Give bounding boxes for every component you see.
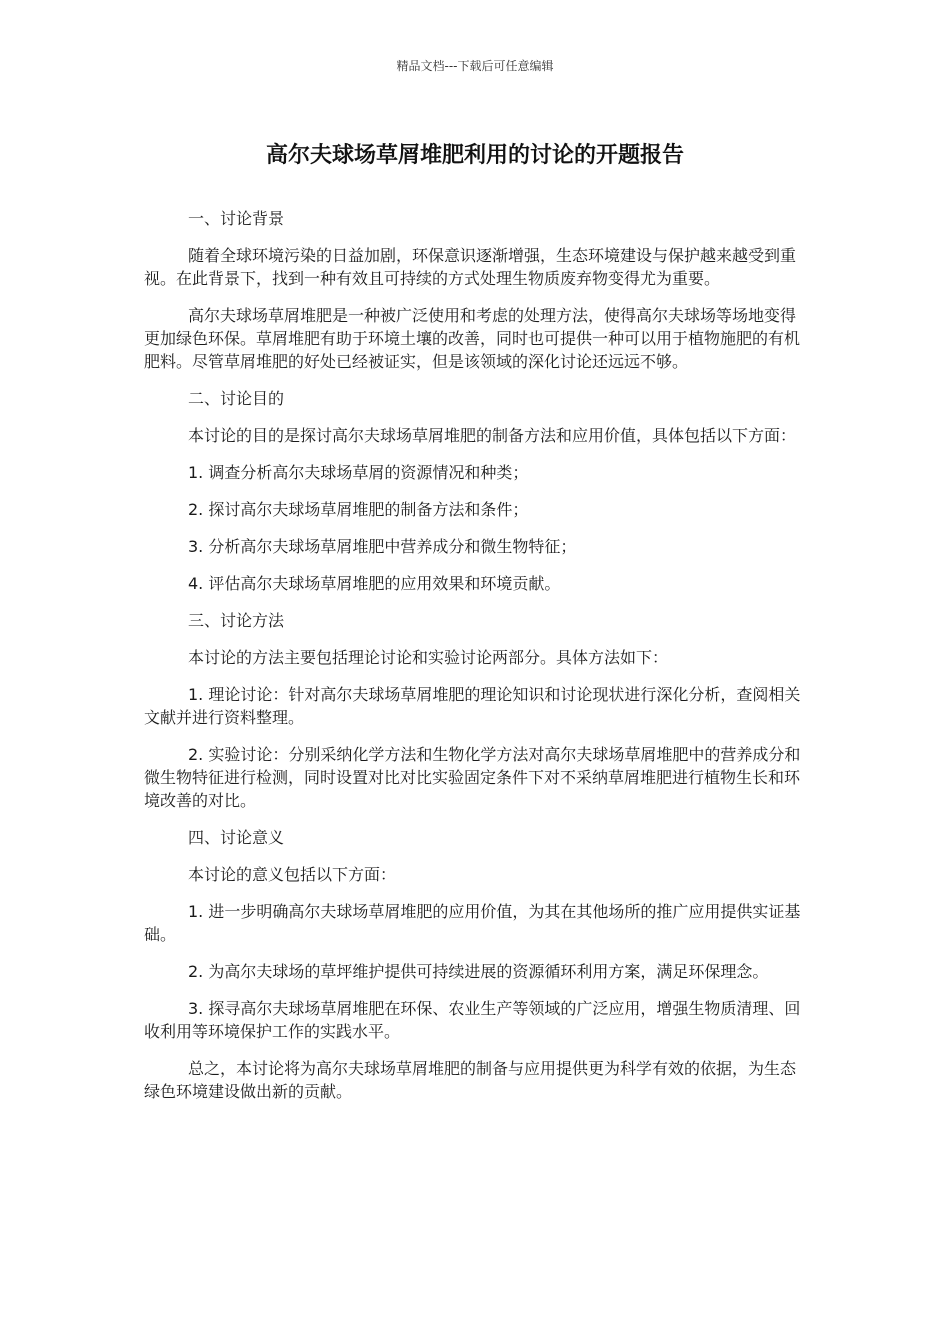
section-heading-background: 一、讨论背景 [188,209,285,228]
paragraph: 本讨论的目的是探讨高尔夫球场草屑堆肥的制备方法和应用价值，具体包括以下方面： [188,426,797,445]
list-item: 1. 调查分析高尔夫球场草屑的资源情况和种类； [188,463,529,482]
document-title: 高尔夫球场草屑堆肥利用的讨论的开题报告 [265,143,684,168]
list-item: 3. 分析高尔夫球场草屑堆肥中营养成分和微生物特征； [188,537,577,556]
paragraph: 高尔夫球场草屑堆肥是一种被广泛使用和考虑的处理方法，使得高尔夫球场等场地变得更加绿色环保。草屑堆肥有助于环境土壤的改善，同时也可提供一种可以用于植物施肥的有机肥料。尽管草屑堆肥的好处已经被证实，但是该领域的深化讨论还远远不够。 [144,306,801,371]
paragraph: 本讨论的方法主要包括理论讨论和实验讨论两部分。具体方法如下： [188,648,669,667]
list-item: 4. 评估高尔夫球场草屑堆肥的应用效果和环境贡献。 [188,574,561,593]
paragraph: 随着全球环境污染的日益加剧，环保意识逐渐增强，生态环境建设与保护越来越受到重视。在此背景下，找到一种有效且可持续的方式处理生物质废弃物变得尤为重要。 [144,246,797,288]
list-item: 2. 为高尔夫球场的草坪维护提供可持续进展的资源循环利用方案，满足环保理念。 [188,962,769,981]
section-heading-purpose: 二、讨论目的 [188,389,285,408]
section-heading-method: 三、讨论方法 [188,611,285,630]
document-body [144,207,806,1117]
list-item: 2. 实验讨论：分别采纳化学方法和生物化学方法对高尔夫球场草屑堆肥中的营养成分和微生物特征进行检测，同时设置对比对比实验固定条件下对不采纳草屑堆肥进行植物生长和环境改善的对比。 [144,745,801,810]
list-item: 3. 探寻高尔夫球场草屑堆肥在环保、农业生产等领域的广泛应用，增强生物质清理、回收利用等环境保护工作的实践水平。 [144,999,801,1041]
list-item: 2. 探讨高尔夫球场草屑堆肥的制备方法和条件； [188,500,529,519]
list-item: 1. 理论讨论：针对高尔夫球场草屑堆肥的理论知识和讨论现状进行深化分析，查阅相关文献并进行资料整理。 [144,685,801,727]
header-note: 精品文档---下载后可任意编辑 [396,59,554,73]
conclusion-paragraph: 总之，本讨论将为高尔夫球场草屑堆肥的制备与应用提供更为科学有效的依据，为生态绿色环境建设做出新的贡献。 [144,1059,797,1101]
list-item: 1. 进一步明确高尔夫球场草屑堆肥的应用价值，为其在其他场所的推广应用提供实证基础。 [144,902,801,944]
paragraph: 本讨论的意义包括以下方面： [188,865,397,884]
section-heading-significance: 四、讨论意义 [188,828,285,847]
